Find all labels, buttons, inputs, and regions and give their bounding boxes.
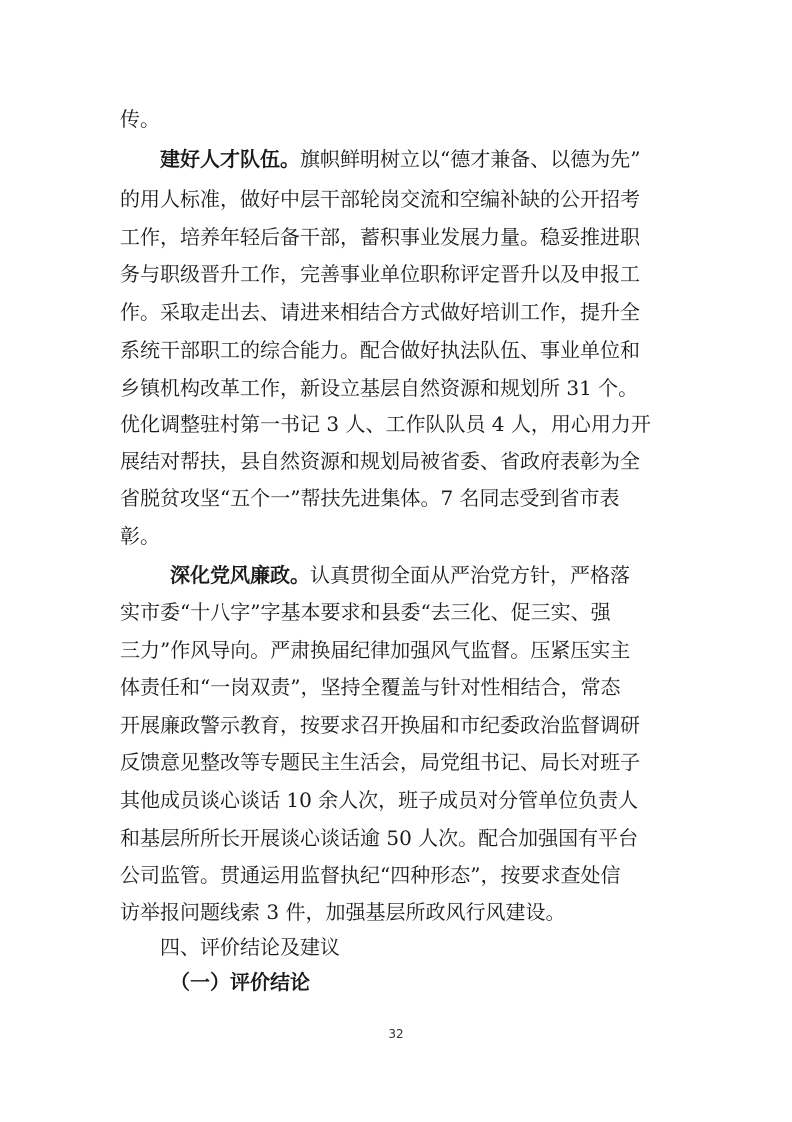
paragraph-line: 体责任和“一岗双责”，坚持全覆盖与针对性相结合，常态: [120, 675, 621, 699]
paragraph-line: 展结对帮扶，县自然资源和规划局被省委、省政府表彰为全: [120, 449, 640, 473]
paragraph-text: 旗帜鲜明树立以“德才兼备、以德为先”: [300, 147, 641, 171]
paragraph-line: 的用人标准，做好中层干部轮岗交流和空编补缺的公开招考: [120, 187, 640, 211]
paragraph-lead-heading: 建好人才队伍。: [160, 147, 300, 171]
paragraph-line: 开展廉政警示教育，按要求召开换届和市纪委政治监督调研: [120, 713, 640, 737]
paragraph-line: [170, 563, 680, 587]
paragraph-line: 务与职级晋升工作，完善事业单位职称评定晋升以及申报工: [120, 262, 640, 286]
paragraph-line: 公司监管。贯通运用监督执纪“四种形态”，按要求查处信: [120, 863, 621, 887]
paragraph-line: 其他成员谈心谈话 10 余人次，班子成员对分管单位负责人: [120, 788, 639, 812]
paragraph-lead-heading: 深化党风廉政。: [170, 563, 310, 587]
subsection-heading: （一）评价结论: [170, 970, 310, 994]
paragraph-line: 彰。: [120, 524, 160, 548]
paragraph-line: 作。采取走出去、请进来相结合方式做好培训工作，提升全: [120, 300, 640, 324]
paragraph-line: 访举报问题线索 3 件，加强基层所政风行风建设。: [120, 900, 566, 924]
paragraph-line: 反馈意见整改等专题民主生活会，局党组书记、局长对班子: [120, 750, 640, 774]
paragraph-line: 优化调整驻村第一书记 3 人、工作队队员 4 人，用心用力开: [120, 412, 651, 436]
paragraph-line: 省脱贫攻坚“五个一”帮扶先进集体。7 名同志受到省市表: [120, 486, 620, 510]
paragraph-line: 实市委“十八字”字基本要求和县委“去三化、促三实、强: [120, 600, 611, 624]
section-heading: 四、评价结论及建议: [160, 935, 340, 959]
paragraph-line: 传。: [120, 107, 160, 131]
paragraph-text: 认真贯彻全面从严治党方针，严格落: [310, 563, 630, 587]
paragraph-line: 三力”作风导向。严肃换届纪律加强风气监督。压紧压实主: [120, 638, 631, 662]
paragraph-line: [160, 147, 680, 171]
paragraph-line: 工作，培养年轻后备干部，蓄积事业发展力量。稳妥推进职: [120, 225, 640, 249]
paragraph-line: 系统干部职工的综合能力。配合做好执法队伍、事业单位和: [120, 338, 640, 362]
paragraph-line: 乡镇机构改革工作，新设立基层自然资源和规划所 31 个。: [120, 376, 639, 400]
page-number: 32: [388, 1027, 404, 1041]
paragraph-line: 和基层所所长开展谈心谈话逾 50 人次。配合加强国有平台: [120, 826, 639, 850]
